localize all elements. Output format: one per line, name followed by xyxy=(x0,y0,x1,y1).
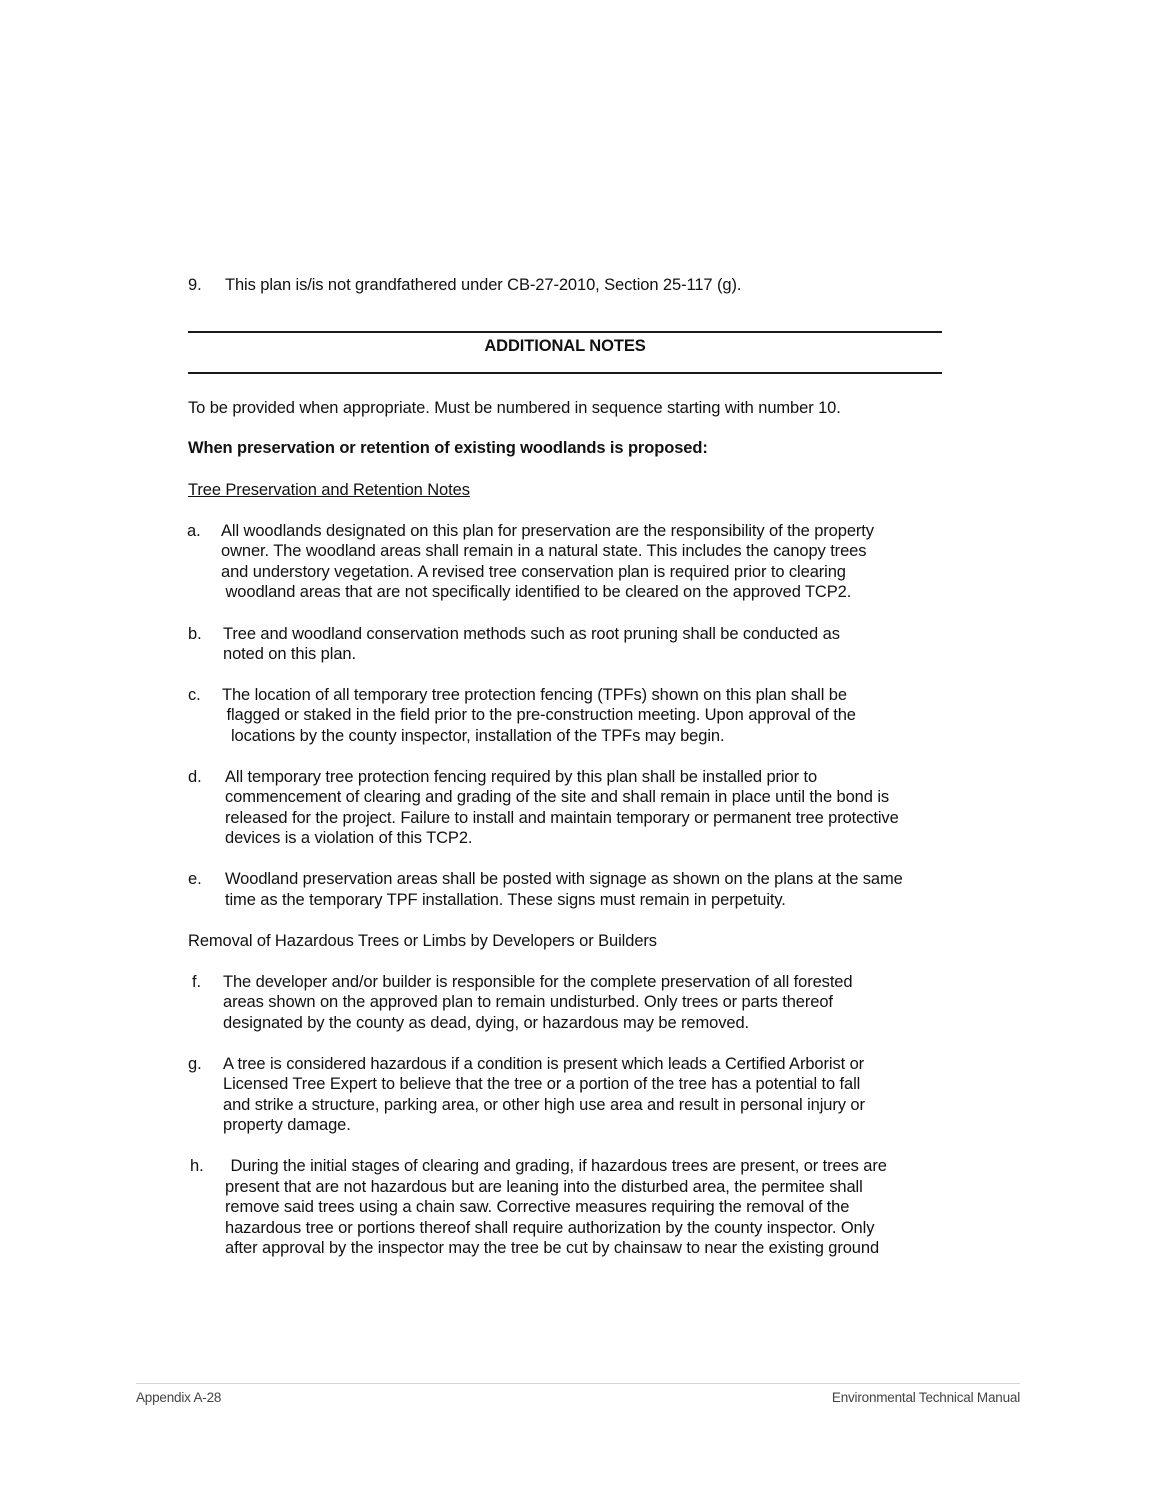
additional-notes-intro: To be provided when appropriate. Must be numbered in sequence starting with number 10. xyxy=(188,399,841,417)
woodlands-subheading: When preservation or retention of existing woodlands is proposed: xyxy=(188,439,708,457)
note-9-text: This plan is/is not grandfathered under CB-27-2010, Section 25-117 (g). xyxy=(225,276,742,294)
item-line: During the initial stages of clearing and grading, if hazardous trees are present, or trees are xyxy=(226,1157,887,1175)
item-letter: e. xyxy=(188,870,202,888)
footer-page-label: Appendix A-28 xyxy=(136,1390,222,1405)
item-line: time as the temporary TPF installation. These signs must remain in perpetuity. xyxy=(225,891,786,909)
item-line: devices is a violation of this TCP2. xyxy=(225,829,473,847)
item-line: after approval by the inspector may the tree be cut by chainsaw to near the existing ground xyxy=(225,1239,880,1257)
item-line: flagged or staked in the field prior to the pre-construction meeting. Upon approval of the xyxy=(222,706,856,724)
item-line: and understory vegetation. A revised tree conservation plan is required prior to clearing xyxy=(221,563,846,581)
item-line: All temporary tree protection fencing required by this plan shall be installed prior to xyxy=(225,768,818,786)
item-letter: g. xyxy=(188,1055,202,1073)
heading-rule-bottom xyxy=(188,372,942,374)
item-line: remove said trees using a chain saw. Corrective measures requiring the removal of the xyxy=(225,1198,850,1216)
footer-manual-title: Environmental Technical Manual xyxy=(831,1390,1020,1405)
item-line: property damage. xyxy=(223,1116,351,1134)
item-line: The developer and/or builder is responsible for the complete preservation of all forested xyxy=(223,973,853,991)
item-line: owner. The woodland areas shall remain in a natural state. This includes the canopy trees xyxy=(221,542,867,560)
item-line: locations by the county inspector, installation of the TPFs may begin. xyxy=(222,727,725,745)
item-line: commencement of clearing and grading of the site and shall remain in place until the bond is xyxy=(225,788,890,806)
item-line: All woodlands designated on this plan for preservation are the responsibility of the property xyxy=(221,522,874,540)
section-title-hazardous-trees: Removal of Hazardous Trees or Limbs by Developers or Builders xyxy=(188,932,657,950)
item-line: Licensed Tree Expert to believe that the tree or a portion of the tree has a potential to fall xyxy=(223,1075,861,1093)
item-line: Tree and woodland conservation methods such as root pruning shall be conducted as xyxy=(223,625,840,643)
section-title-tree-preservation: Tree Preservation and Retention Notes xyxy=(188,481,470,499)
item-line: and strike a structure, parking area, or other high use area and result in personal injury or xyxy=(223,1096,865,1114)
item-letter: d. xyxy=(188,768,202,786)
heading-rule-top xyxy=(188,331,942,333)
item-line: A tree is considered hazardous if a condition is present which leads a Certified Arborist or xyxy=(223,1055,865,1073)
footer-divider xyxy=(136,1383,1020,1384)
item-line: hazardous tree or portions thereof shall require authorization by the county inspector. Only xyxy=(225,1219,875,1237)
item-letter: f. xyxy=(192,973,201,991)
item-line: The location of all temporary tree protection fencing (TPFs) shown on this plan shall be xyxy=(222,686,847,704)
item-line: woodland areas that are not specifically identified to be cleared on the approved TCP2. xyxy=(221,583,852,601)
item-line: areas shown on the approved plan to remain undisturbed. Only trees or parts thereof xyxy=(223,993,833,1011)
item-line: released for the project. Failure to install and maintain temporary or permanent tree protective xyxy=(225,809,899,827)
item-line: present that are not hazardous but are leaning into the disturbed area, the permitee shall xyxy=(225,1178,863,1196)
additional-notes-heading: ADDITIONAL NOTES xyxy=(484,337,646,355)
item-letter: b. xyxy=(188,625,202,643)
item-line: Woodland preservation areas shall be posted with signage as shown on the plans at the same xyxy=(225,870,903,888)
item-letter: h. xyxy=(190,1157,204,1175)
item-line: noted on this plan. xyxy=(223,645,356,663)
item-letter: a. xyxy=(187,522,201,540)
item-letter: c. xyxy=(188,686,201,704)
note-9-number: 9. xyxy=(188,276,202,294)
item-line: designated by the county as dead, dying, or hazardous may be removed. xyxy=(223,1014,750,1032)
